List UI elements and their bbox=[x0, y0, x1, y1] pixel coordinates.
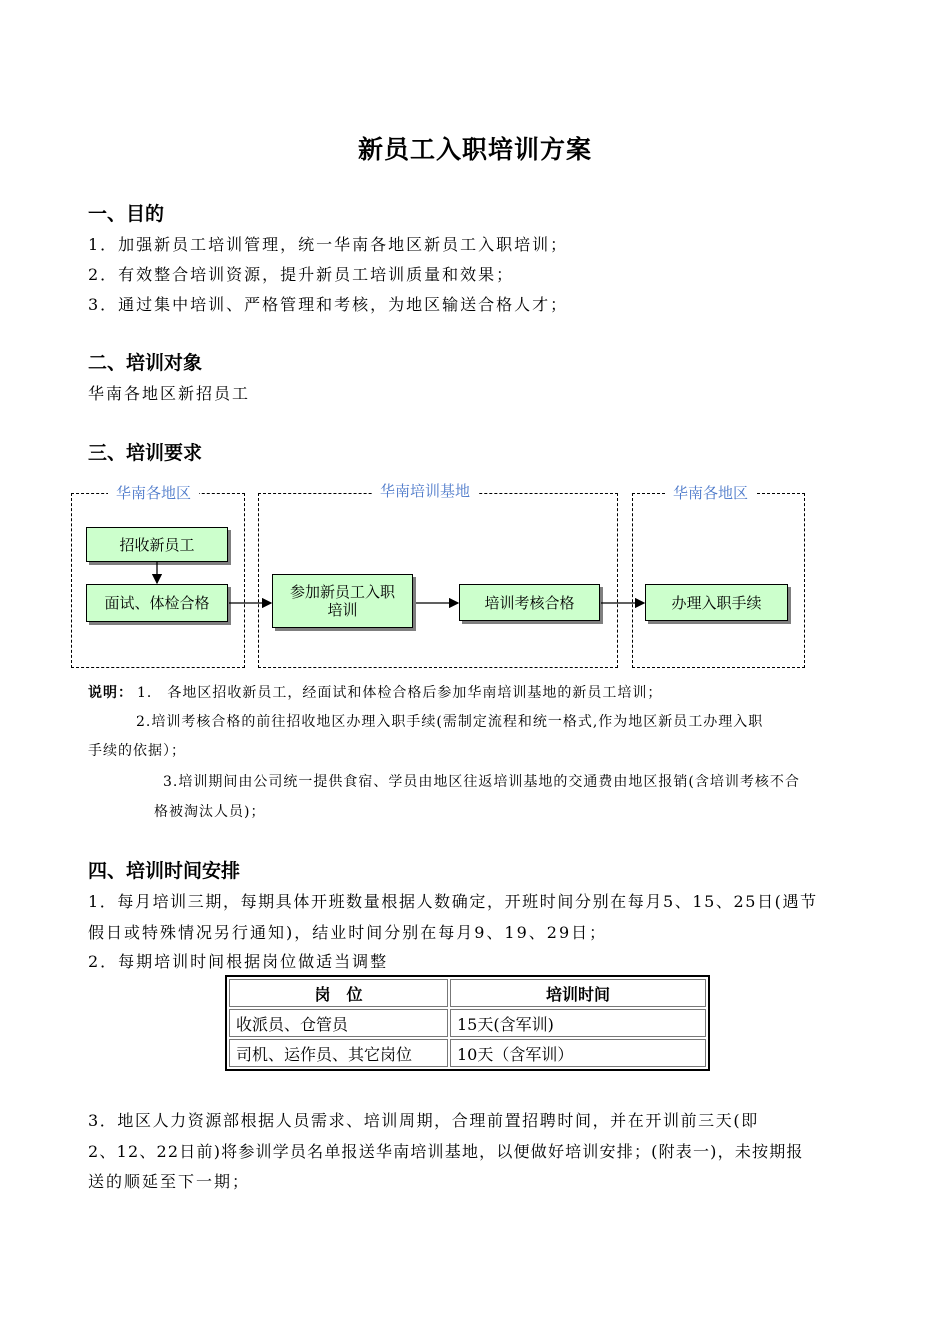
table-cell: 司机、运作员、其它岗位 bbox=[229, 1039, 448, 1067]
note-item: 2.培训考核合格的前往招收地区办理入职手续(需制定流程和统一格式,作为地区新员工办理入职 bbox=[136, 714, 764, 730]
table-header-row bbox=[229, 979, 706, 1007]
table-cell: 15天(含军训) bbox=[450, 1009, 706, 1037]
table-header-cell: 岗 位 bbox=[229, 979, 448, 1007]
schedule-para: 2．每期培训时间根据岗位做适当调整 bbox=[88, 952, 389, 971]
schedule-para: 1．每月培训三期，每期具体开班数量根据人数确定，开班时间分别在每月5、15、25日(遇节 bbox=[88, 892, 818, 911]
flow-box-assessment: 培训考核合格 bbox=[459, 584, 600, 621]
flow-box-onboarding: 办理入职手续 bbox=[645, 584, 788, 621]
notes-label: 说明： bbox=[88, 685, 133, 701]
section-heading-requirements: 三、培训要求 bbox=[88, 442, 203, 464]
flow-box-recruit: 招收新员工 bbox=[86, 527, 228, 562]
training-duration-table bbox=[225, 975, 710, 1071]
schedule-para-cont: 2、12、22日前)将参训学员名单报送华南培训基地，以便做好培训安排；(附表一)，未按期报 bbox=[88, 1142, 804, 1161]
note-item: 1． 各地区招收新员工，经面试和体检合格后参加华南培训基地的新员工培训； bbox=[137, 685, 663, 701]
table-header-cell: 培训时间 bbox=[450, 979, 706, 1007]
note-item: 3.培训期间由公司统一提供食宿、学员由地区往返培训基地的交通费由地区报销(含培训考核不合 bbox=[163, 774, 800, 790]
table-row bbox=[229, 1009, 706, 1037]
flow-box-training: 参加新员工入职培训 bbox=[272, 574, 413, 628]
purpose-item: 3．通过集中培训、严格管理和考核，为地区输送合格人才； bbox=[88, 295, 569, 314]
table-cell: 收派员、仓管员 bbox=[229, 1009, 448, 1037]
section-heading-schedule: 四、培训时间安排 bbox=[88, 860, 241, 882]
region-label-source: 华南各地区 bbox=[108, 482, 199, 503]
purpose-item: 2．有效整合培训资源，提升新员工培训质量和效果； bbox=[88, 265, 515, 284]
region-label-dest: 华南各地区 bbox=[665, 482, 756, 503]
section-heading-target: 二、培训对象 bbox=[88, 352, 203, 374]
schedule-para-cont: 送的顺延至下一期； bbox=[88, 1172, 251, 1191]
target-text: 华南各地区新招员工 bbox=[88, 384, 251, 403]
table-row bbox=[229, 1039, 706, 1067]
flow-box-interview: 面试、体检合格 bbox=[86, 584, 228, 622]
schedule-para: 3．地区人力资源部根据人员需求、培训周期，合理前置招聘时间，并在开训前三天(即 bbox=[88, 1111, 759, 1130]
note-item-cont: 手续的依据）； bbox=[88, 743, 186, 759]
section-heading-purpose: 一、目的 bbox=[88, 203, 165, 225]
note-item-cont: 格被淘汰人员)； bbox=[154, 804, 266, 820]
table-cell: 10天（含军训） bbox=[450, 1039, 706, 1067]
page-title: 新员工入职培训方案 bbox=[357, 135, 592, 164]
schedule-para-cont: 假日或特殊情况另行通知)，结业时间分别在每月9、19、29日； bbox=[88, 923, 608, 942]
region-label-base: 华南培训基地 bbox=[372, 480, 478, 501]
purpose-item: 1．加强新员工培训管理，统一华南各地区新员工入职培训； bbox=[88, 235, 569, 254]
